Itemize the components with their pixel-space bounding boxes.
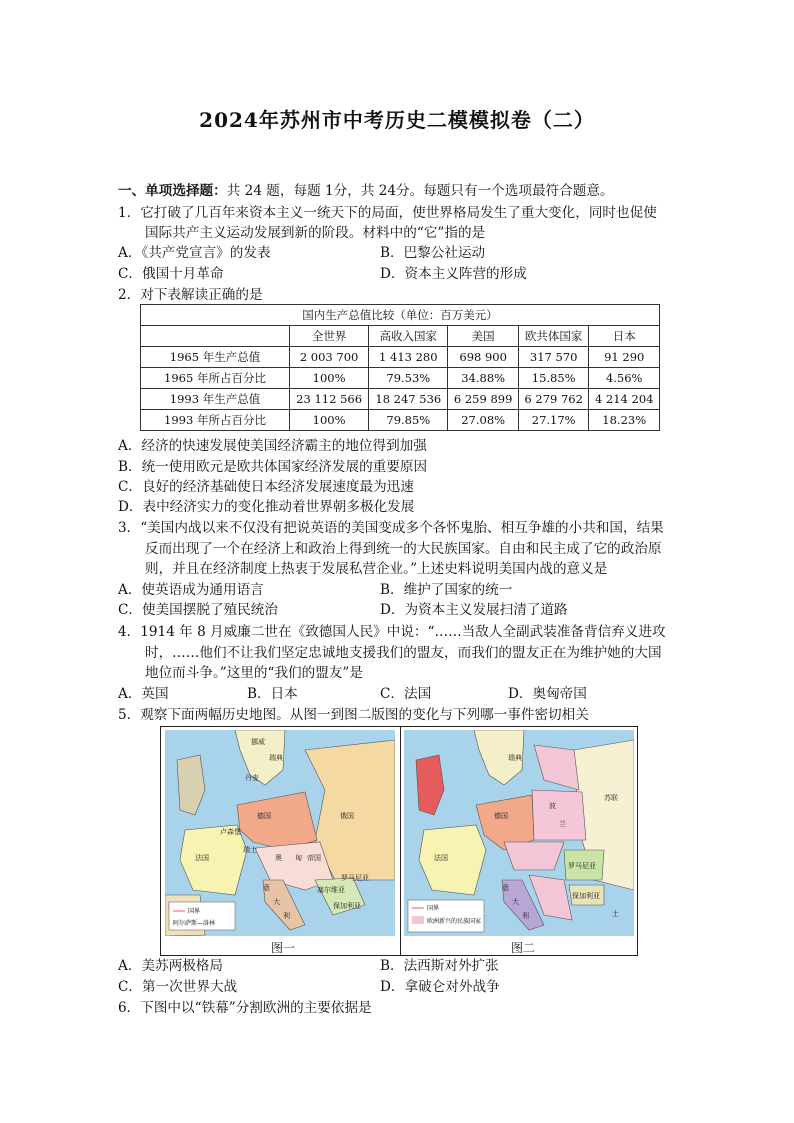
historical-maps bbox=[160, 726, 638, 956]
table-title-row bbox=[141, 305, 660, 326]
map2-label: 法国 bbox=[434, 854, 448, 862]
map1-caption: 图一 bbox=[271, 941, 296, 955]
table-cell: 15.85% bbox=[518, 368, 589, 389]
section-description: 共 24 题，每题 1分，共 24分。每题只有一个选项最符合题意。 bbox=[226, 183, 614, 199]
table-cell: 27.17% bbox=[518, 410, 589, 431]
map-figure-1 bbox=[165, 730, 395, 936]
map2-label: 大 bbox=[512, 898, 519, 906]
q4-option-b[interactable]: B．日本 bbox=[247, 686, 298, 702]
map2-legend-new-states-swatch bbox=[412, 916, 424, 924]
q1-option-b[interactable]: B．巴黎公社运动 bbox=[380, 245, 486, 261]
table-cell: 317 570 bbox=[518, 347, 589, 368]
map1-label: 罗马尼亚 bbox=[341, 874, 369, 882]
q2-option-b[interactable]: B．统一使用欧元是欧共体国家经济发展的重要原因 bbox=[118, 459, 428, 475]
q5-option-a[interactable]: A．美苏两极格局 bbox=[118, 958, 223, 974]
table-row bbox=[141, 368, 660, 389]
q4-stem-line1: 4．1914 年 8 月威廉二世在《致德国人民》中说：“……当敌人全副武装准备背信弃义进攻 bbox=[118, 624, 666, 640]
map1-label: 德国 bbox=[257, 812, 271, 820]
map2-label: 意 bbox=[502, 884, 509, 892]
table-header-cell: 欧共体国家 bbox=[518, 326, 589, 347]
q4-option-a[interactable]: A．英国 bbox=[118, 686, 169, 702]
table-cell: 4.56% bbox=[589, 368, 660, 389]
table-cell: 100% bbox=[290, 368, 369, 389]
gdp-table bbox=[140, 304, 660, 431]
q4-stem-line3: 地位而斗争。”这里的“我们的盟友”是 bbox=[145, 665, 363, 681]
map2-label: 罗马尼亚 bbox=[568, 862, 596, 870]
map1-label: 挪威 bbox=[251, 738, 265, 746]
table-title: 国内生产总值比较（单位：百万美元） bbox=[141, 305, 660, 326]
map1-label: 法国 bbox=[195, 854, 209, 862]
map2-label: 波 bbox=[549, 802, 556, 810]
map2-central-states bbox=[504, 842, 564, 870]
table-cell: 27.08% bbox=[448, 410, 519, 431]
q5-option-b[interactable]: B．法西斯对外扩张 bbox=[380, 958, 499, 974]
q1-option-d[interactable]: D．资本主义阵营的形成 bbox=[380, 266, 527, 282]
table-cell: 2 003 700 bbox=[290, 347, 369, 368]
map-divider bbox=[400, 727, 401, 955]
map-figure-2 bbox=[404, 730, 634, 936]
map2-label: 利 bbox=[522, 912, 529, 920]
table-header-cell: 高收入国家 bbox=[369, 326, 448, 347]
q3-stem-line1: 3．“美国内战以来不仅没有把说英语的美国变成多个各怀鬼胎、相互争雄的小共和国，结果 bbox=[118, 520, 664, 536]
map1-label: 塞尔维亚 bbox=[317, 886, 345, 894]
table-row bbox=[141, 347, 660, 368]
section-heading: 一、单项选择题： bbox=[118, 183, 227, 199]
map1-label: 意 bbox=[263, 884, 270, 892]
map1-label: 俄国 bbox=[340, 812, 354, 820]
table-cell: 18.23% bbox=[589, 410, 660, 431]
table-cell: 6 259 899 bbox=[448, 389, 519, 410]
map2-label: 保加利亚 bbox=[572, 892, 600, 900]
q3-stem-line3: 则，并且在经济制度上热衷于发展私营企业。”上述史料说明美国内战的意义是 bbox=[145, 561, 608, 577]
table-row bbox=[141, 389, 660, 410]
map1-legend-label: 国界 bbox=[188, 908, 201, 915]
map1-label: 卢森堡 bbox=[220, 828, 241, 836]
table-cell: 34.88% bbox=[448, 368, 519, 389]
map2-label: 德国 bbox=[494, 812, 508, 820]
table-cell: 1965 年生产总值 bbox=[141, 347, 290, 368]
map1-label: 匈 bbox=[295, 854, 302, 862]
table-cell: 1993 年生产总值 bbox=[141, 389, 290, 410]
map2-label: 兰 bbox=[559, 820, 566, 828]
map1-label: 大 bbox=[273, 898, 280, 906]
q1-stem-line1: 1．它打破了几百年来资本主义一统天下的局面，使世界格局发生了重大变化，同时也促使 bbox=[118, 205, 657, 221]
q3-option-b[interactable]: B．维护了国家的统一 bbox=[380, 582, 513, 598]
table-cell: 79.53% bbox=[369, 368, 448, 389]
map2-poland bbox=[532, 790, 586, 840]
map1-label: 帝国 bbox=[307, 854, 321, 862]
page-title: 2024年苏州市中考历史二模模拟卷（二） bbox=[199, 108, 595, 132]
table-cell: 18 247 536 bbox=[369, 389, 448, 410]
q5-option-d[interactable]: D．拿破仑对外战争 bbox=[380, 979, 500, 995]
table-cell: 1 413 280 bbox=[369, 347, 448, 368]
table-cell: 79.85% bbox=[369, 410, 448, 431]
table-cell: 698 900 bbox=[448, 347, 519, 368]
section-header bbox=[118, 181, 614, 201]
q4-stem-line2: 时，……他们不让我们坚定忠诚地支援我们的盟友，而我们的盟友正在为维护她的大国 bbox=[145, 645, 662, 661]
map1-label: 保加利亚 bbox=[333, 902, 361, 910]
table-header-row bbox=[141, 326, 660, 347]
table-cell: 100% bbox=[290, 410, 369, 431]
map2-legend-label: 欧洲新兴的民族国家 bbox=[427, 918, 482, 925]
map1-label: 瑞士 bbox=[243, 846, 257, 854]
q5-option-c[interactable]: C．第一次世界大战 bbox=[118, 979, 238, 995]
q2-stem: 2．对下表解读正确的是 bbox=[118, 287, 263, 303]
map1-label: 利 bbox=[283, 912, 290, 920]
map1-label: 奥 bbox=[275, 854, 282, 862]
table-cell: 91 290 bbox=[589, 347, 660, 368]
q2-option-c[interactable]: C．良好的经济基础使日本经济发展速度最为迅速 bbox=[118, 479, 414, 495]
table-cell: 23 112 566 bbox=[290, 389, 369, 410]
q4-option-c[interactable]: C．法国 bbox=[380, 686, 432, 702]
table-header-cell: 全世界 bbox=[290, 326, 369, 347]
q1-option-a[interactable]: A．《共产党宣言》的发表 bbox=[118, 245, 271, 261]
table-header-cell bbox=[141, 326, 290, 347]
table-cell: 6 279 762 bbox=[518, 389, 589, 410]
map2-caption: 图二 bbox=[511, 941, 536, 955]
table-cell: 1993 年所占百分比 bbox=[141, 410, 290, 431]
q1-option-c[interactable]: C．俄国十月革命 bbox=[118, 266, 224, 282]
table-header-cell: 美国 bbox=[448, 326, 519, 347]
q3-option-c[interactable]: C．使美国摆脱了殖民统治 bbox=[118, 602, 278, 618]
q1-stem-line2: 国际共产主义运动发展到新的阶段。材料中的“它”指的是 bbox=[145, 225, 486, 241]
map2-legend-label: 国界 bbox=[427, 905, 440, 912]
map1-label: 瑞典 bbox=[269, 754, 283, 762]
q4-option-d[interactable]: D．奥匈帝国 bbox=[508, 686, 587, 702]
table-cell: 4 214 204 bbox=[589, 389, 660, 410]
q2-option-d[interactable]: D．表中经济实力的变化推动着世界朝多极化发展 bbox=[118, 499, 415, 515]
map1-legend-label: 阿尔萨斯—洛林 bbox=[173, 920, 216, 927]
q3-option-a[interactable]: A．使英语成为通用语言 bbox=[118, 582, 264, 598]
map1-label: 丹麦 bbox=[245, 774, 259, 782]
q2-option-a[interactable]: A．经济的快速发展使美国经济霸主的地位得到加强 bbox=[118, 438, 427, 454]
q3-stem-line2: 反而出现了一个在经济上和政治上得到统一的大民族国家。自由和民主成了它的政治原 bbox=[145, 541, 662, 557]
table-header-cell: 日本 bbox=[589, 326, 660, 347]
table-row bbox=[141, 410, 660, 431]
table-cell: 1965 年所占百分比 bbox=[141, 368, 290, 389]
map2-label: 苏联 bbox=[604, 794, 618, 802]
map2-label: 土 bbox=[612, 910, 619, 918]
q5-stem: 5．观察下面两幅历史地图。从图一到图二版图的变化与下列哪一事件密切相关 bbox=[118, 707, 589, 723]
q3-option-d[interactable]: D．为资本主义发展扫清了道路 bbox=[380, 602, 568, 618]
map2-label: 瑞典 bbox=[508, 754, 522, 762]
q6-stem: 6．下图中以“铁幕”分割欧洲的主要依据是 bbox=[118, 1000, 372, 1016]
